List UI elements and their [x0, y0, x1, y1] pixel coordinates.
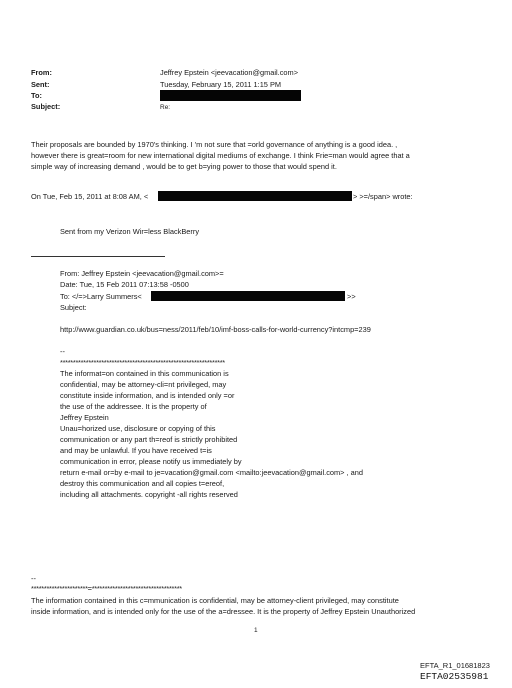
- separator-rule: [31, 256, 165, 257]
- subject-value: Re:: [160, 104, 171, 111]
- disclaimer2-line-2: inside information, and is intended only for the use of the a=dressee. It is the property of Jeffrey Epstein Unauthorized: [31, 607, 416, 616]
- page-number: 1: [254, 627, 258, 634]
- on-date-line-suffix: > >=/span> wrote:: [353, 192, 413, 201]
- from-label: From:: [31, 68, 52, 77]
- disclaimer1-line: confidential, may be attorney-cli=nt privileged, may: [60, 380, 227, 389]
- disclaimer1-line: destroy this communication and all copies t=ereof,: [60, 479, 225, 488]
- disclaimer1-line: return e-mail or=by e-mail to je=vacation@gmail.com <mailto:jeevacation@gmail.com> , and: [60, 468, 363, 477]
- from-value: Jeffrey Epstein <jeevacation@gmail.com>: [160, 68, 299, 77]
- to-label: To:: [31, 91, 42, 100]
- disclaimer2-stars: **********************=***********************************: [31, 584, 182, 593]
- disclaimer1-line: including all attachments. copyright -all rights reserved: [60, 490, 238, 499]
- body-line-3: simple way of increasing demand , would be to get b=ying power to those that would spend it.: [31, 162, 337, 171]
- sent-label: Sent:: [31, 80, 50, 89]
- guardian-link[interactable]: http://www.guardian.co.uk/bus=ness/2011/feb/10/imf-boss-calls-for-world-currency?intcmp=239: [60, 325, 371, 334]
- bates-number-2: EFTA02535981: [420, 671, 489, 682]
- disclaimer1-line: communication in error, please notify us immediately by: [60, 457, 242, 466]
- disclaimer1-line: Unau=horized use, disclosure or copying of this: [60, 424, 216, 433]
- fwd-to-prefix: To: </=>Larry Summers<: [60, 292, 142, 301]
- disclaimer1-stars: ****************************************************************: [60, 358, 225, 367]
- disclaimer2-dash: --: [31, 574, 36, 583]
- fwd-subject: Subject:: [60, 303, 87, 312]
- on-date-redaction: [158, 191, 352, 201]
- fwd-to-suffix: >>: [347, 292, 356, 301]
- disclaimer1-line: the use of the addressee. It is the property of: [60, 402, 207, 411]
- body-line-2: however there is great=room for new international digital mediums of exchange. I think Frie=man would agree that a: [31, 151, 410, 160]
- disclaimer2-line-1: The information contained in this c=mmunication is confidential, may be attorney-client privileged, may constitute: [31, 596, 399, 605]
- fwd-date: Date: Tue, 15 Feb 2011 07:13:58 -0500: [60, 280, 189, 289]
- on-date-line-prefix: On Tue, Feb 15, 2011 at 8:08 AM, <: [31, 192, 149, 201]
- bates-number-1: EFTA_R1_01681823: [420, 661, 490, 670]
- disclaimer1-line: communication or any part th=reof is strictly prohibited: [60, 435, 238, 444]
- sent-value: Tuesday, February 15, 2011 1:15 PM: [160, 80, 282, 89]
- disclaimer1-dash: --: [60, 347, 65, 356]
- fwd-to-redaction: [151, 291, 345, 301]
- to-redaction: [160, 90, 301, 101]
- subject-label: Subject:: [31, 102, 61, 111]
- disclaimer1-line: constitute inside information, and is intended only =or: [60, 391, 235, 400]
- disclaimer1-line: Jeffrey Epstein: [60, 413, 109, 422]
- fwd-from: From: Jeffrey Epstein <jeevacation@gmail.com>=: [60, 269, 224, 278]
- disclaimer1-line: and may be unlawful. If you have received t=is: [60, 446, 212, 455]
- body-line-1: Their proposals are bounded by 1970's thinking. I 'm not sure that =orld governance of anything is a good idea. ,: [31, 140, 398, 149]
- sent-from-blackberry: Sent from my Verizon Wir=less BlackBerry: [60, 227, 200, 236]
- disclaimer1-line: The informat=on contained in this communication is: [60, 369, 229, 378]
